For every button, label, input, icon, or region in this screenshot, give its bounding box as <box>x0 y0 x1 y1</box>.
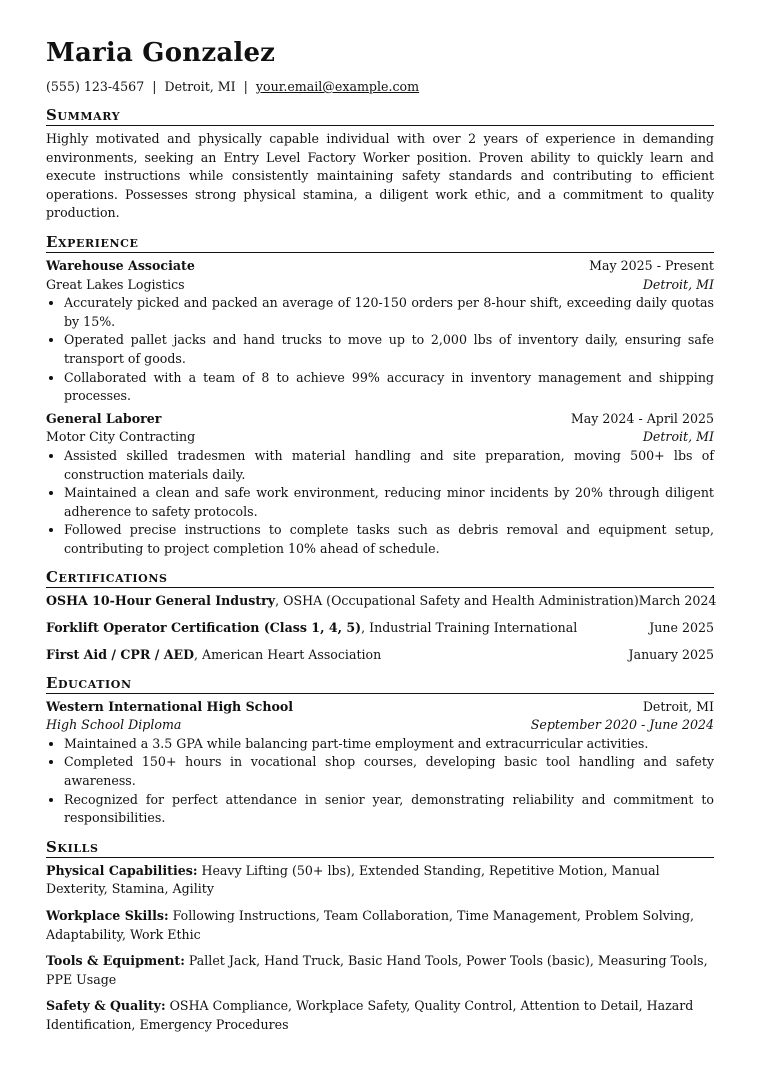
skill-line <box>46 997 714 1034</box>
school-name: Western International High School <box>46 698 294 714</box>
certification-date: March 2024 <box>638 593 717 609</box>
section-heading-skills: Skills <box>46 838 714 858</box>
separator: | <box>243 79 248 94</box>
education-header <box>46 698 714 717</box>
section-heading-certifications: Certifications <box>46 568 714 588</box>
skill-text: OSHA Compliance, Workplace Safety, Quality Control, Attention to Detail, Hazard Identification, Emergency Procedures <box>46 998 694 1032</box>
candidate-name: Maria Gonzalez <box>46 38 276 68</box>
list-item: • Collaborated with a team of 8 to achieve 99% accuracy in inventory management and shipping processes. <box>64 369 714 406</box>
job-header <box>46 410 714 429</box>
job-entry <box>46 410 714 559</box>
summary-text: Highly motivated and physically capable individual with over 2 years of experience in demanding environments, seeking an Entry Level Factory Worker position. Proven ability to quickly learn and execute instructions while consistently maintaining safety standards and contributing to efficient operations. Possesses strong physical stamina, a diligent work ethic, and a commitment to quality production. <box>46 131 714 221</box>
certification-name: OSHA 10-Hour General Industry <box>46 593 276 609</box>
skill-text: Following Instructions, Team Collaboration, Time Management, Problem Solving, Adaptability, Work Ethic <box>46 908 695 942</box>
section-heading-education: Education <box>46 674 714 694</box>
certification-date: June 2025 <box>649 620 714 636</box>
experience-section <box>46 233 714 559</box>
list-item: • Recognized for perfect attendance in senior year, demonstrating reliability and commitment to responsibilities. <box>64 791 714 828</box>
certification-row <box>46 646 714 664</box>
list-item: • Followed precise instructions to complete tasks such as debris removal and equipment setup, contributing to project completion 10% ahead of schedule. <box>64 521 714 558</box>
separator: | <box>152 79 157 94</box>
job-company: Great Lakes Logistics <box>46 276 185 292</box>
job-bullets <box>46 294 714 406</box>
skill-label: Tools & Equipment: <box>46 953 185 969</box>
skill-text: Heavy Lifting (50+ lbs), Extended Standing, Repetitive Motion, Manual Dexterity, Stamina, Agility <box>46 862 660 897</box>
education-bullets <box>46 735 714 828</box>
job-location: Detroit, MI <box>642 276 714 292</box>
certification-date: January 2025 <box>628 646 714 662</box>
degree-name: High School Diploma <box>46 717 182 733</box>
list-item: • Accurately picked and packed an average of 120-150 orders per 8-hour shift, exceeding daily quotas by 15%. <box>64 294 714 331</box>
education-dates: September 2020 - June 2024 <box>530 717 714 733</box>
education-subheader <box>46 716 714 735</box>
job-header <box>46 257 714 276</box>
job-role: Warehouse Associate <box>46 257 195 273</box>
job-dates: May 2025 - Present <box>589 257 714 273</box>
job-dates: May 2024 - April 2025 <box>570 410 714 426</box>
certification-name: First Aid / CPR / AED <box>46 646 195 662</box>
contact-line <box>46 78 714 96</box>
section-heading-experience: Experience <box>46 233 714 253</box>
education-section <box>46 674 714 828</box>
skill-line <box>46 907 714 944</box>
school-location: Detroit, MI <box>642 698 714 714</box>
summary-section <box>46 106 714 223</box>
certification-row <box>46 619 714 637</box>
skill-line <box>46 952 714 989</box>
phone-number: (555) 123-4567 <box>46 79 145 94</box>
location-text: Detroit, MI <box>164 79 236 94</box>
job-location: Detroit, MI <box>642 429 714 445</box>
certification-issuer: , American Heart Association <box>194 646 382 662</box>
list-item: • Operated pallet jacks and hand trucks to move up to 2,000 lbs of inventory daily, ensuring safe transport of goods. <box>64 331 714 368</box>
certification-row <box>46 592 717 610</box>
certification-name: Forklift Operator Certification (Class 1, 4, 5) <box>46 620 362 636</box>
job-bullets <box>46 447 714 559</box>
job-role: General Laborer <box>46 410 162 426</box>
skill-label: Physical Capabilities: <box>46 862 198 878</box>
list-item: • Assisted skilled tradesmen with material handling and site preparation, moving 500+ lbs of construction materials daily. <box>64 447 714 484</box>
section-heading-summary: Summary <box>46 106 714 126</box>
skills-section <box>46 838 714 1035</box>
list-item: • Completed 150+ hours in vocational shop courses, developing basic tool handling and safety awareness. <box>64 753 714 790</box>
certifications-section <box>46 568 717 663</box>
skill-line <box>46 862 714 899</box>
job-subheader <box>46 428 714 447</box>
skill-text: Pallet Jack, Hand Truck, Basic Hand Tools, Power Tools (basic), Measuring Tools, PPE Usage <box>46 953 708 987</box>
job-subheader <box>46 276 714 295</box>
email-link[interactable]: your.email@example.com <box>255 79 420 94</box>
skill-label: Workplace Skills: <box>46 908 169 923</box>
job-entry <box>46 257 714 406</box>
list-item: • Maintained a clean and safe work environment, reducing minor incidents by 20% through diligent adherence to safety protocols. <box>64 484 714 521</box>
list-item: • Maintained a 3.5 GPA while balancing part-time employment and extracurricular activities. <box>64 735 714 754</box>
skill-label: Safety & Quality: <box>46 998 166 1014</box>
certification-issuer: , Industrial Training International <box>361 620 578 636</box>
certification-issuer: , OSHA (Occupational Safety and Health Administration) <box>275 593 639 609</box>
job-company: Motor City Contracting <box>46 429 196 445</box>
